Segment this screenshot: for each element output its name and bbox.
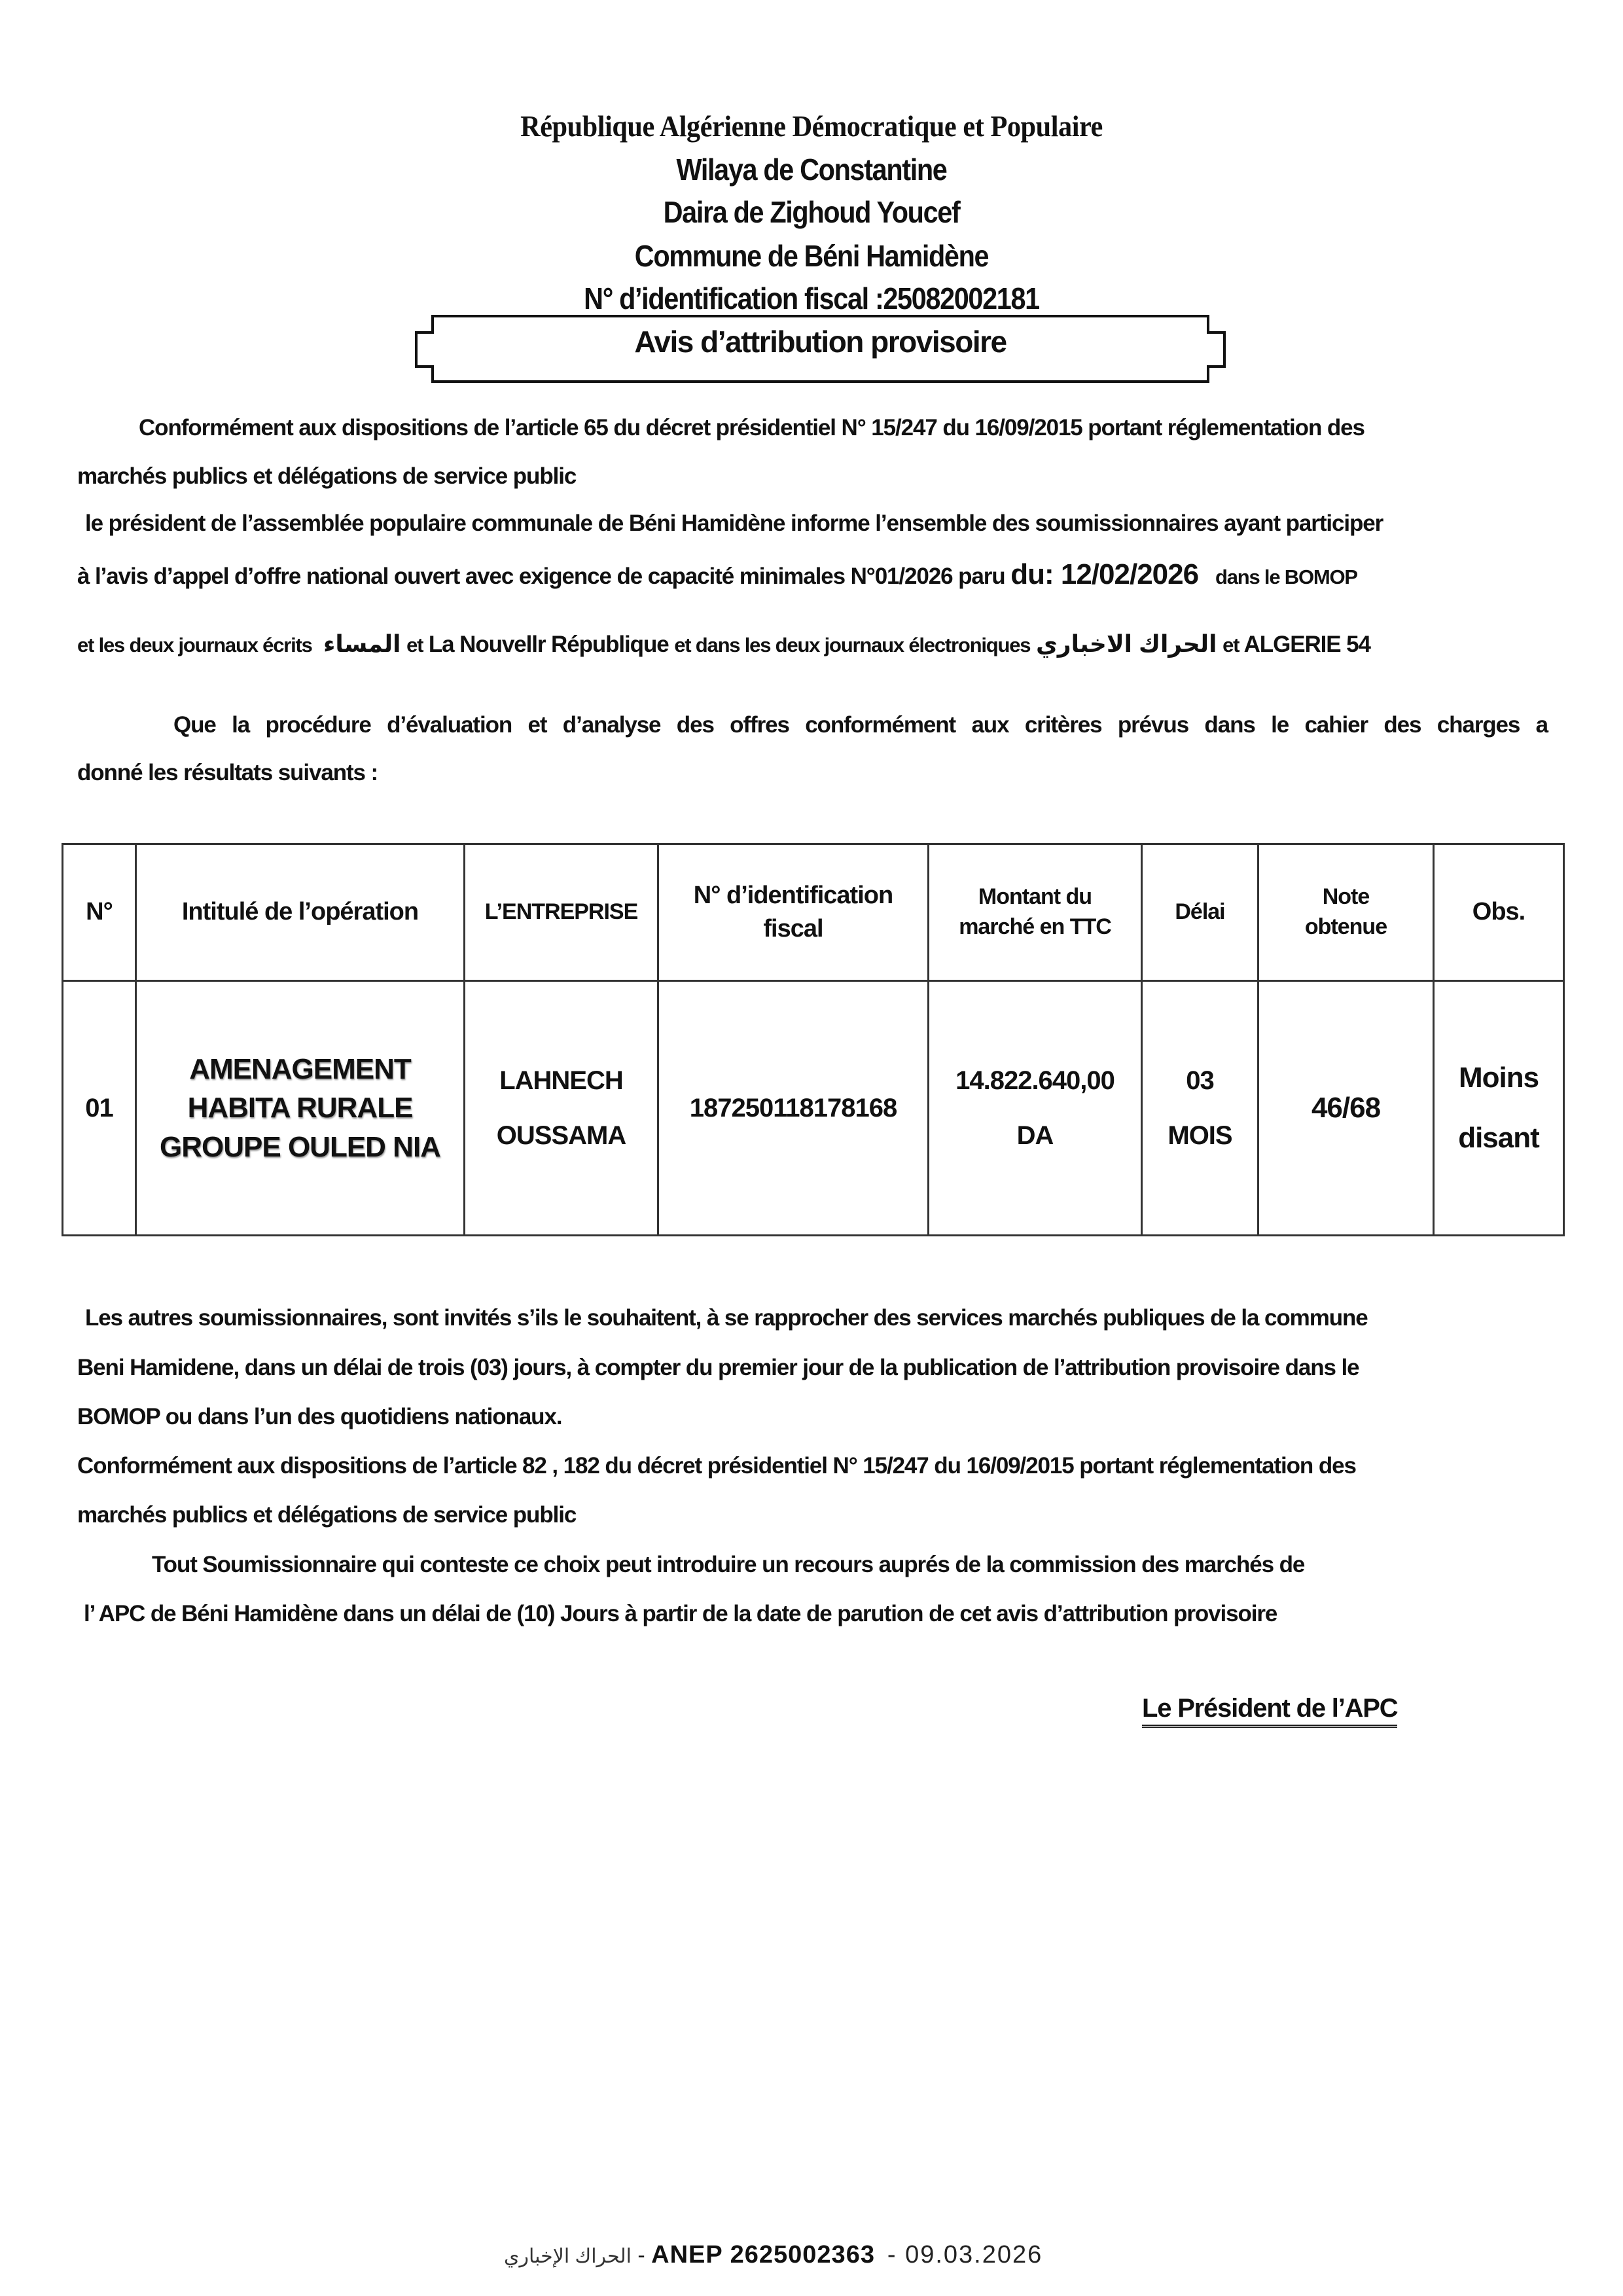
intro-line-3: le président de l’assemblée populaire communale de Béni Hamidène informe l’ensemble des soumissionnaires ayant participer [85, 511, 1383, 536]
col-header-amount-l1: Montant du [978, 884, 1092, 910]
cell-obs [1434, 981, 1564, 1236]
cell-obs-l1: Moins [1458, 1061, 1539, 1094]
intro-line-4-bomop: dans le BOMOP [1215, 565, 1357, 588]
closing-line-2: Beni Hamidene, dans un délai de trois (03) jours, à compter du premier jour de la publication de l’attribution provisoire dans le [77, 1355, 1359, 1380]
evaluation-line-2: donné les résultats suivants : [77, 760, 378, 785]
col-header-company: L’ENTREPRISE [465, 844, 658, 981]
evaluation-line-1: Que la procédure d’évaluation et d’analyse des offres conformément aux critères prévus dans le cahier des charges a [173, 712, 1548, 738]
col-header-score-l2: obtenue [1304, 914, 1387, 939]
cell-obs-l2: disant [1458, 1122, 1539, 1154]
cell-amount-currency: DA [1016, 1121, 1054, 1150]
header-daira: Daira de Zighoud Youcef [663, 195, 960, 229]
col-header-operation: Intitulé de l’opération [136, 844, 465, 981]
cell-operation [136, 981, 465, 1236]
footer-publication-name: الحراك الإخباري [504, 2246, 632, 2267]
cell-score: 46/68 [1258, 981, 1434, 1236]
cell-company-l1: LAHNECH [499, 1066, 623, 1095]
intro-line-5-and-2: et [1222, 634, 1240, 656]
intro-line-4-text: à l’avis d’appel d’offre national ouvert avec exigence de capacité minimales N°01/2026 paru [77, 564, 1011, 589]
closing-line-6: Tout Soumissionnaire qui conteste ce choix peut introduire un recours auprés de la commission des marchés de [152, 1552, 1305, 1577]
closing-line-5: marchés publics et délégations de service public [77, 1502, 577, 1528]
footer-anep-ref: ANEP 2625002363 [651, 2241, 875, 2269]
closing-line-1: Les autres soumissionnaires, sont invités s’ils le souhaitent, à se rapprocher des services marchés publiques de la commune [85, 1305, 1368, 1331]
intro-line-5-text-c: et dans les deux journaux électroniques [674, 634, 1031, 656]
intro-line-1: Conformément aux dispositions de l’article 65 du décret présidentiel N° 15/247 du 16/09/2015 portant réglementation des [139, 415, 1364, 440]
cell-fiscal-id: 187250118178168 [658, 981, 929, 1236]
cell-amount [929, 981, 1142, 1236]
newspaper-algerie-54: ALGERIE 54 [1243, 632, 1370, 657]
newspaper-nouvelle-republique: La Nouvellr République [428, 632, 669, 657]
header-country: République Algérienne Démocratique et Populaire [520, 109, 1103, 143]
col-header-score [1258, 844, 1434, 981]
closing-line-7: l’ APC de Béni Hamidène dans un délai de (10) Jours à partir de la date de parution de cet avis d’attribution provisoire [84, 1601, 1277, 1626]
results-table [62, 843, 1565, 1236]
intro-line-5-text-a: et les deux journaux écrits [77, 634, 312, 656]
cell-operation-l3: GROUPE OULED NIA [160, 1130, 440, 1163]
table-header-row [63, 844, 1564, 981]
newspaper-el-massa: المساء [323, 630, 401, 657]
table-row [63, 981, 1564, 1236]
footer-date: - 09.03.2026 [887, 2241, 1043, 2269]
cell-amount-value: 14.822.640,00 [955, 1066, 1115, 1095]
intro-line-5 [77, 632, 1550, 656]
intro-line-5-and-1: et [406, 634, 423, 656]
intro-line-4-du: du [1010, 558, 1044, 590]
header-wilaya: Wilaya de Constantine [676, 152, 947, 187]
title-frame [433, 315, 1208, 383]
col-header-num: N° [63, 844, 136, 981]
col-header-amount [929, 844, 1142, 981]
cell-delay-unit: MOIS [1168, 1121, 1232, 1150]
newspaper-el-hirak: الحراك الاخباري [1035, 630, 1217, 657]
cell-company-l2: OUSSAMA [496, 1121, 626, 1150]
cell-company [465, 981, 658, 1236]
col-header-fiscal-l2: fiscal [763, 915, 823, 942]
cell-operation-l1: AMENAGEMENT [189, 1052, 411, 1085]
cell-num: 01 [63, 981, 136, 1236]
signature: Le Président de l’APC [1142, 1694, 1397, 1728]
intro-line-4 [77, 560, 1550, 589]
publication-footer [504, 2241, 1132, 2269]
cell-delay [1142, 981, 1258, 1236]
closing-line-4: Conformément aux dispositions de l’article 82 , 182 du décret présidentiel N° 15/247 du 16/09/2015 portant réglementation des [77, 1453, 1356, 1479]
cell-delay-value: 03 [1186, 1066, 1214, 1095]
footer-separator: - [631, 2243, 652, 2268]
col-header-delay: Délai [1142, 844, 1258, 981]
header-commune: Commune de Béni Hamidène [634, 239, 989, 273]
closing-line-3: BOMOP ou dans l’un des quotidiens nationaux. [77, 1404, 562, 1429]
page-title: Avis d’attribution provisoire [634, 325, 1007, 359]
cell-operation-l2: HABITA RURALE [187, 1092, 413, 1124]
publication-date: : 12/02/2026 [1044, 558, 1199, 590]
col-header-fiscal-id [658, 844, 929, 981]
intro-line-2: marchés publics et délégations de service public [77, 463, 577, 489]
col-header-fiscal-l1: N° d’identification [693, 881, 893, 909]
col-header-score-l1: Note [1322, 884, 1370, 910]
col-header-amount-l2: marché en TTC [959, 914, 1111, 939]
header-fiscal-id: N° d’identification fiscal :25082002181 [584, 281, 1039, 315]
col-header-obs: Obs. [1434, 844, 1564, 981]
